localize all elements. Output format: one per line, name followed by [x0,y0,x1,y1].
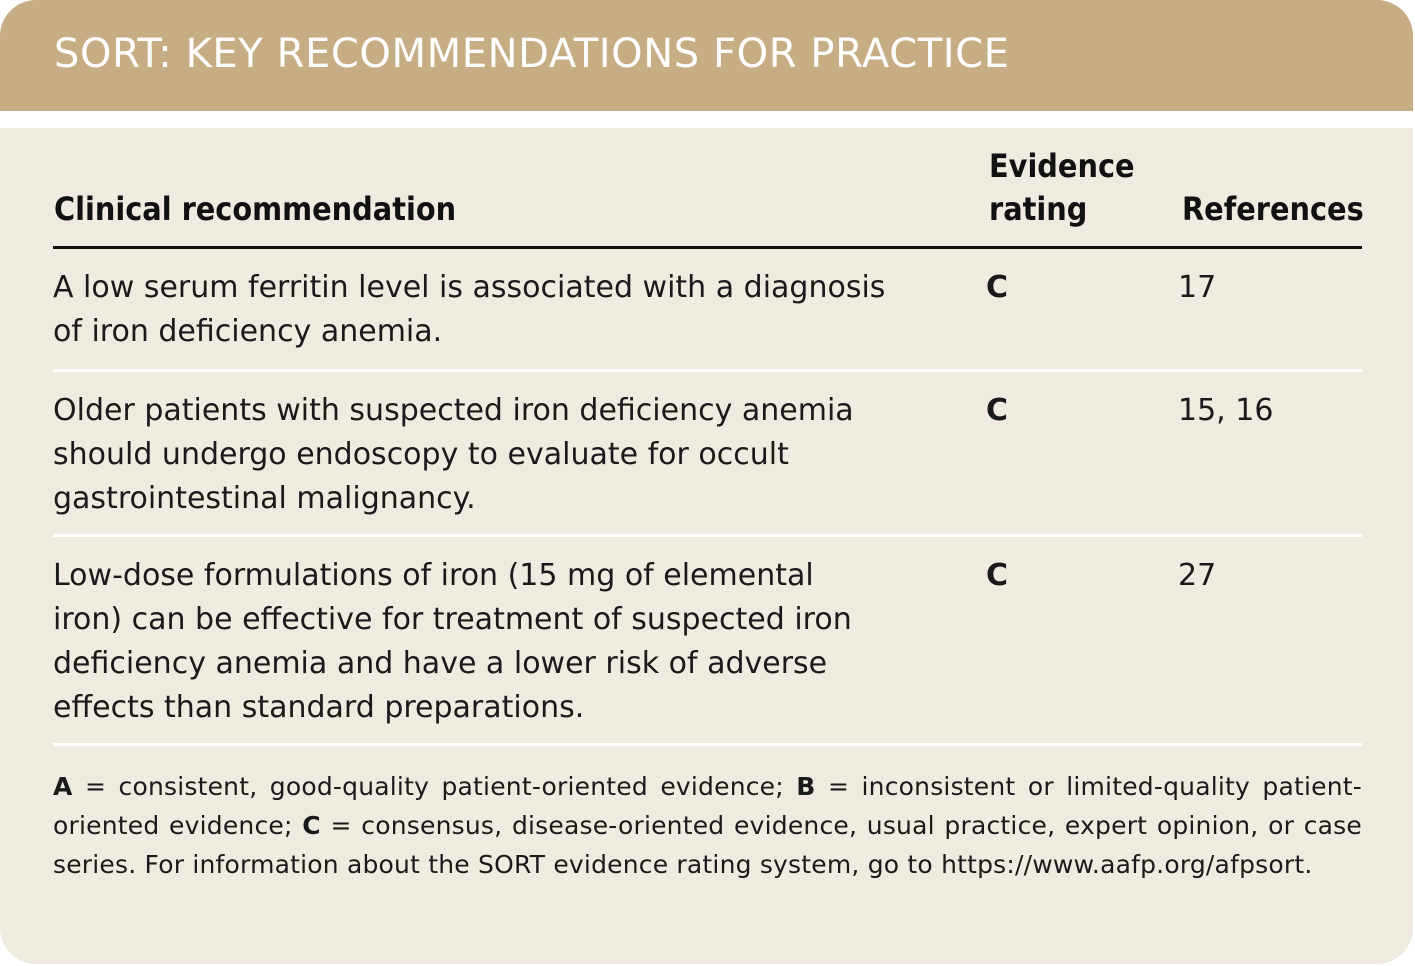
box-title: SORT: KEY RECOMMENDATIONS FOR PRACTICE [54,31,1010,77]
row-1-line-2: of iron deficiency anemia. [53,314,443,349]
row-3-line-3: deficiency anemia and have a lower risk of adverse [53,646,828,681]
header-rule [53,246,1362,249]
row-2-recommendation [53,389,854,521]
column-header-evidence-line2: rating [989,190,1088,228]
row-3-references: 27 [1178,558,1217,593]
footnote-text-a: = consistent, good-quality patient-oriented evidence; [72,772,797,801]
column-header-references: References [1182,190,1364,228]
row-2-line-2: should undergo endoscopy to evaluate for occult [53,437,789,472]
row-separator [53,534,1362,537]
footnote-key-b: B [796,772,816,801]
column-header-evidence-rating [989,145,1135,231]
row-3-line-1: Low-dose formulations of iron (15 mg of elemental [53,558,814,593]
row-2-line-3: gastrointestinal malignancy. [53,481,476,516]
header-bar [0,0,1413,111]
row-3-recommendation [53,554,852,730]
footnote-key-c: C [302,811,321,840]
row-separator [53,369,1362,372]
footnote-text-c: = consensus, disease-oriented evidence, usual practice, expert opinion, or case series. For information about the SORT evidence rating system, go to https://www.aafp.org/afpsort. [53,811,1362,879]
row-1-line-1: A low serum ferritin level is associated with a diagnosis [53,270,886,305]
row-2-references: 15, 16 [1178,393,1274,428]
row-3-line-4: effects than standard preparations. [53,690,585,725]
row-3-evidence: C [986,558,1009,593]
column-header-evidence-line1: Evidence [989,147,1135,185]
row-2-line-1: Older patients with suspected iron deficiency anemia [53,393,854,428]
row-2-evidence: C [986,393,1009,428]
row-1-recommendation [53,266,885,354]
column-header-recommendation: Clinical recommendation [54,190,457,228]
footnote-text-b: = inconsistent or limited-quality patient-oriented evidence; [53,772,1362,840]
row-3-line-2: iron) can be effective for treatment of suspected iron [53,602,852,637]
header-divider [0,111,1413,128]
table-bottom-rule [53,743,1362,746]
row-1-references: 17 [1178,270,1217,305]
row-1-evidence: C [986,270,1009,305]
footnote-key-a: A [53,772,73,801]
evidence-footnote [53,767,1362,884]
